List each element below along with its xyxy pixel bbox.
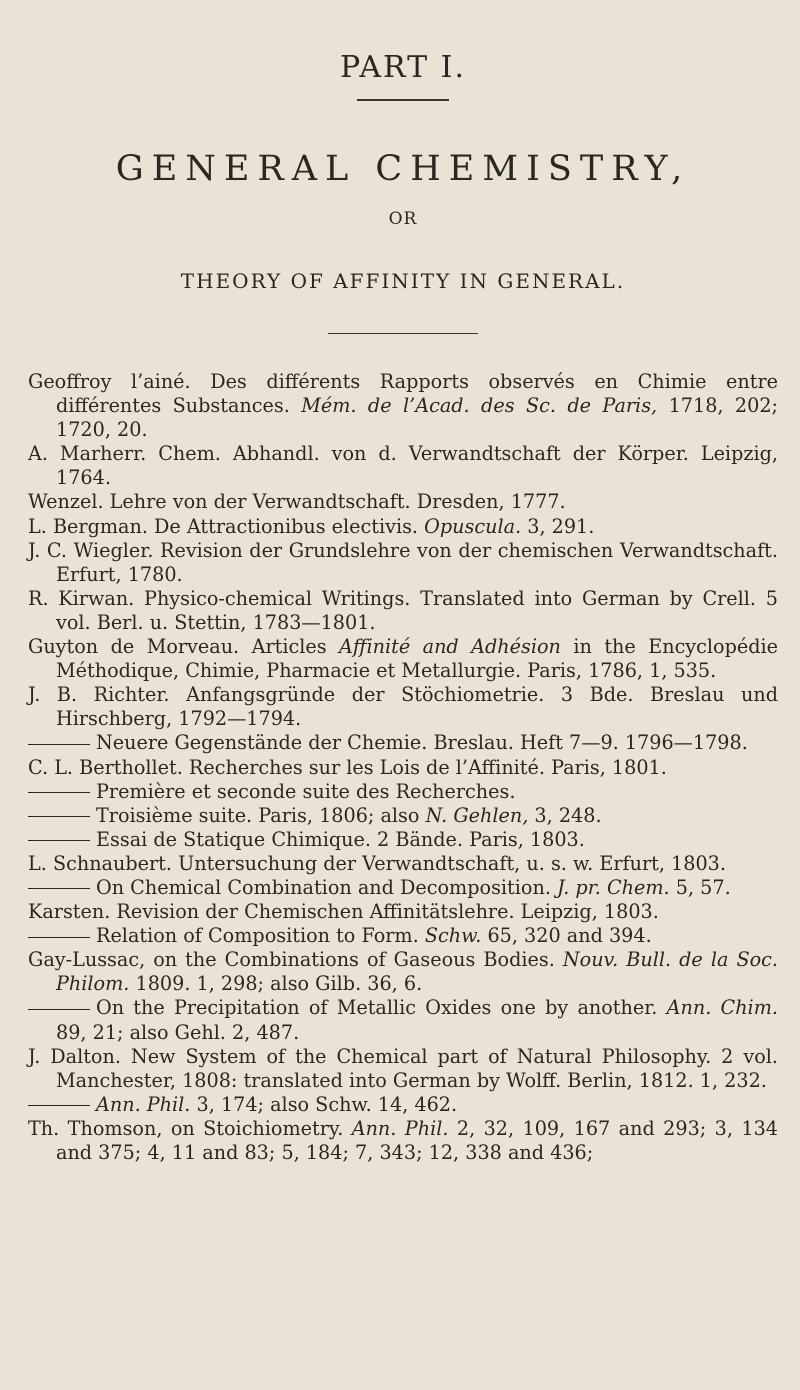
ditto-dash: [28, 744, 90, 745]
ditto-dash: [28, 888, 90, 889]
bibliography-entry: [28, 587, 778, 635]
bibliography-entry: [28, 1117, 778, 1165]
entry-journal: Ann. Phil.: [351, 1116, 449, 1140]
entry-author: J. C. Wiegler.: [28, 538, 154, 562]
entry-reference: 3, 291.: [521, 514, 595, 538]
entry-author: Gay-Lussac,: [28, 948, 146, 972]
entry-text: New System of the Chemical part of Natural Philosophy. 2 vol. Manchester, 1808: translated into German by Wolff. Berlin, 1812. 1, 232.: [56, 1044, 778, 1092]
or-connector: OR: [388, 209, 418, 229]
entry-journal: J. pr. Chem.: [557, 875, 670, 899]
bibliography-entry: [28, 515, 778, 539]
chapter-subtitle: THEORY OF AFFINITY IN GENERAL.: [180, 269, 626, 293]
entry-text: Recherches sur les Lois de l’Affinité. Paris, 1801.: [182, 755, 667, 779]
entry-text: Chem. Abhandl. von d. Verwandtschaft der Körper. Leipzig, 1764.: [56, 442, 778, 490]
entry-reference: in the Encyclopédie Méthodique, Chimie, Pharmacie et Metallurgie. Paris, 1786, 1, 535.: [56, 635, 778, 683]
chapter-title: GENERAL CHEMISTRY,: [115, 149, 691, 189]
entry-reference: 89, 21; also Gehl. 2, 487.: [56, 1020, 300, 1044]
entry-author: J. B. Richter.: [28, 683, 170, 707]
entry-text: Essai de Statique Chimique. 2 Bände. Paris, 1803.: [96, 827, 585, 851]
entry-journal: Ann. Phil.: [96, 1092, 191, 1116]
bibliography-entry: [28, 683, 778, 731]
entry-reference: 2, 32, 109, 167 and 293; 3, 134 and 375; 4, 11 and 83; 5, 184; 7, 343; 12, 338 and 436;: [56, 1116, 778, 1164]
ditto-dash: [28, 792, 90, 793]
part-heading: PART I.: [339, 50, 467, 85]
bibliography-entry: [28, 876, 778, 900]
bibliography-entry: [28, 442, 778, 490]
bibliography-entry: [28, 1093, 778, 1117]
bibliography-entry: [28, 756, 778, 780]
bibliography-entry: [28, 731, 778, 755]
entry-text: Anfangsgründe der Stöchiometrie. 3 Bde. Breslau und Hirschberg, 1792—1794.: [56, 683, 778, 731]
entry-text: Physico-chemical Writings. Translated into German by Crell. 5 vol. Berl. u. Stettin, 1783—1801.: [56, 586, 779, 634]
entry-text: l’ainé. Des différents Rapports observés en Chimie entre différentes Substances.: [56, 370, 778, 418]
bibliography-entry: [28, 635, 778, 683]
bibliography-entry: [28, 490, 778, 514]
bibliography-entry: [28, 1045, 778, 1093]
entry-text: Première et seconde suite des Recherches.: [96, 779, 516, 803]
bibliography-entry: [28, 828, 778, 852]
ditto-dash: [28, 1105, 90, 1106]
entry-text: Articles: [239, 635, 340, 659]
entry-text: De Attractionibus electivis.: [147, 514, 425, 538]
entry-journal: Ann. Chim.: [666, 996, 778, 1020]
entry-text: Untersuchung der Verwandtschaft, u. s. w. Erfurt, 1803.: [171, 851, 726, 875]
entry-author: A. Marherr.: [28, 442, 147, 466]
entry-text: Lehre von der Verwandtschaft. Dresden, 1777.: [103, 490, 566, 514]
entry-author: L. Schnaubert.: [28, 851, 172, 875]
entry-reference: 1718, 202; 1720, 20.: [56, 394, 779, 442]
entry-reference: 5, 57.: [669, 875, 731, 899]
entry-reference: 3, 174; also Schw. 14, 462.: [190, 1092, 458, 1116]
entry-text: Revision der Grundslehre von der chemischen Verwandtschaft. Erfurt, 1780.: [56, 538, 778, 586]
bibliography-entry: [28, 948, 778, 996]
bibliography-entry: [28, 852, 778, 876]
entry-author: R. Kirwan.: [28, 586, 135, 610]
entry-journal: Affinité and Adhésion: [339, 635, 561, 659]
long-divider: [328, 333, 478, 334]
bibliography-entry: [28, 370, 778, 442]
entry-author: Karsten.: [28, 900, 111, 924]
entry-text: Relation of Composition to Form.: [96, 924, 425, 948]
entry-author: C. L. Berthollet.: [28, 755, 183, 779]
entry-author: Guyton de Morveau.: [28, 635, 240, 659]
ditto-dash: [28, 816, 90, 817]
entry-journal: Schw.: [424, 924, 482, 948]
bibliography-entry: [28, 924, 778, 948]
entry-journal: Opuscula.: [424, 514, 522, 538]
entry-author: L. Bergman.: [28, 514, 148, 538]
entry-author: J. Dalton.: [28, 1044, 121, 1068]
short-divider: [357, 99, 449, 101]
entry-journal: N. Gehlen,: [425, 803, 529, 827]
entry-text: Neuere Gegenstände der Chemie. Breslau. Heft 7—9. 1796—1798.: [96, 731, 748, 755]
entry-text: on Stoichiometry.: [162, 1116, 352, 1140]
entry-reference: 65, 320 and 394.: [481, 924, 652, 948]
entry-author: Wenzel.: [28, 490, 104, 514]
bibliography-entry: [28, 780, 778, 804]
entry-text: On the Precipitation of Metallic Oxides one by another.: [96, 996, 667, 1020]
bibliography-entry: [28, 539, 778, 587]
entry-author: Geoffroy: [28, 370, 112, 393]
entry-journal: Mém. de l’Acad. des Sc. de Paris,: [301, 394, 658, 418]
entry-text: Troisième suite. Paris, 1806; also: [96, 803, 426, 827]
entry-reference: 1809. 1, 298; also Gilb. 36, 6.: [129, 972, 423, 996]
bibliography-list: [28, 370, 778, 1165]
bibliography-entry: [28, 996, 778, 1044]
entry-author: Th. Thomson,: [28, 1116, 163, 1140]
ditto-dash: [28, 937, 90, 938]
entry-text: Revision der Chemischen Affinitätslehre. Leipzig, 1803.: [110, 900, 659, 924]
ditto-dash: [28, 1009, 90, 1010]
entry-reference: 3, 248.: [528, 803, 602, 827]
bibliography-entry: [28, 804, 778, 828]
entry-journal: Nouv. Bull. de la Soc. Philom.: [56, 948, 779, 996]
ditto-dash: [28, 840, 90, 841]
entry-text: on the Combinations of Gaseous Bodies.: [145, 948, 563, 972]
entry-text: On Chemical Combination and Decomposition.: [96, 875, 558, 899]
bibliography-entry: [28, 900, 778, 924]
